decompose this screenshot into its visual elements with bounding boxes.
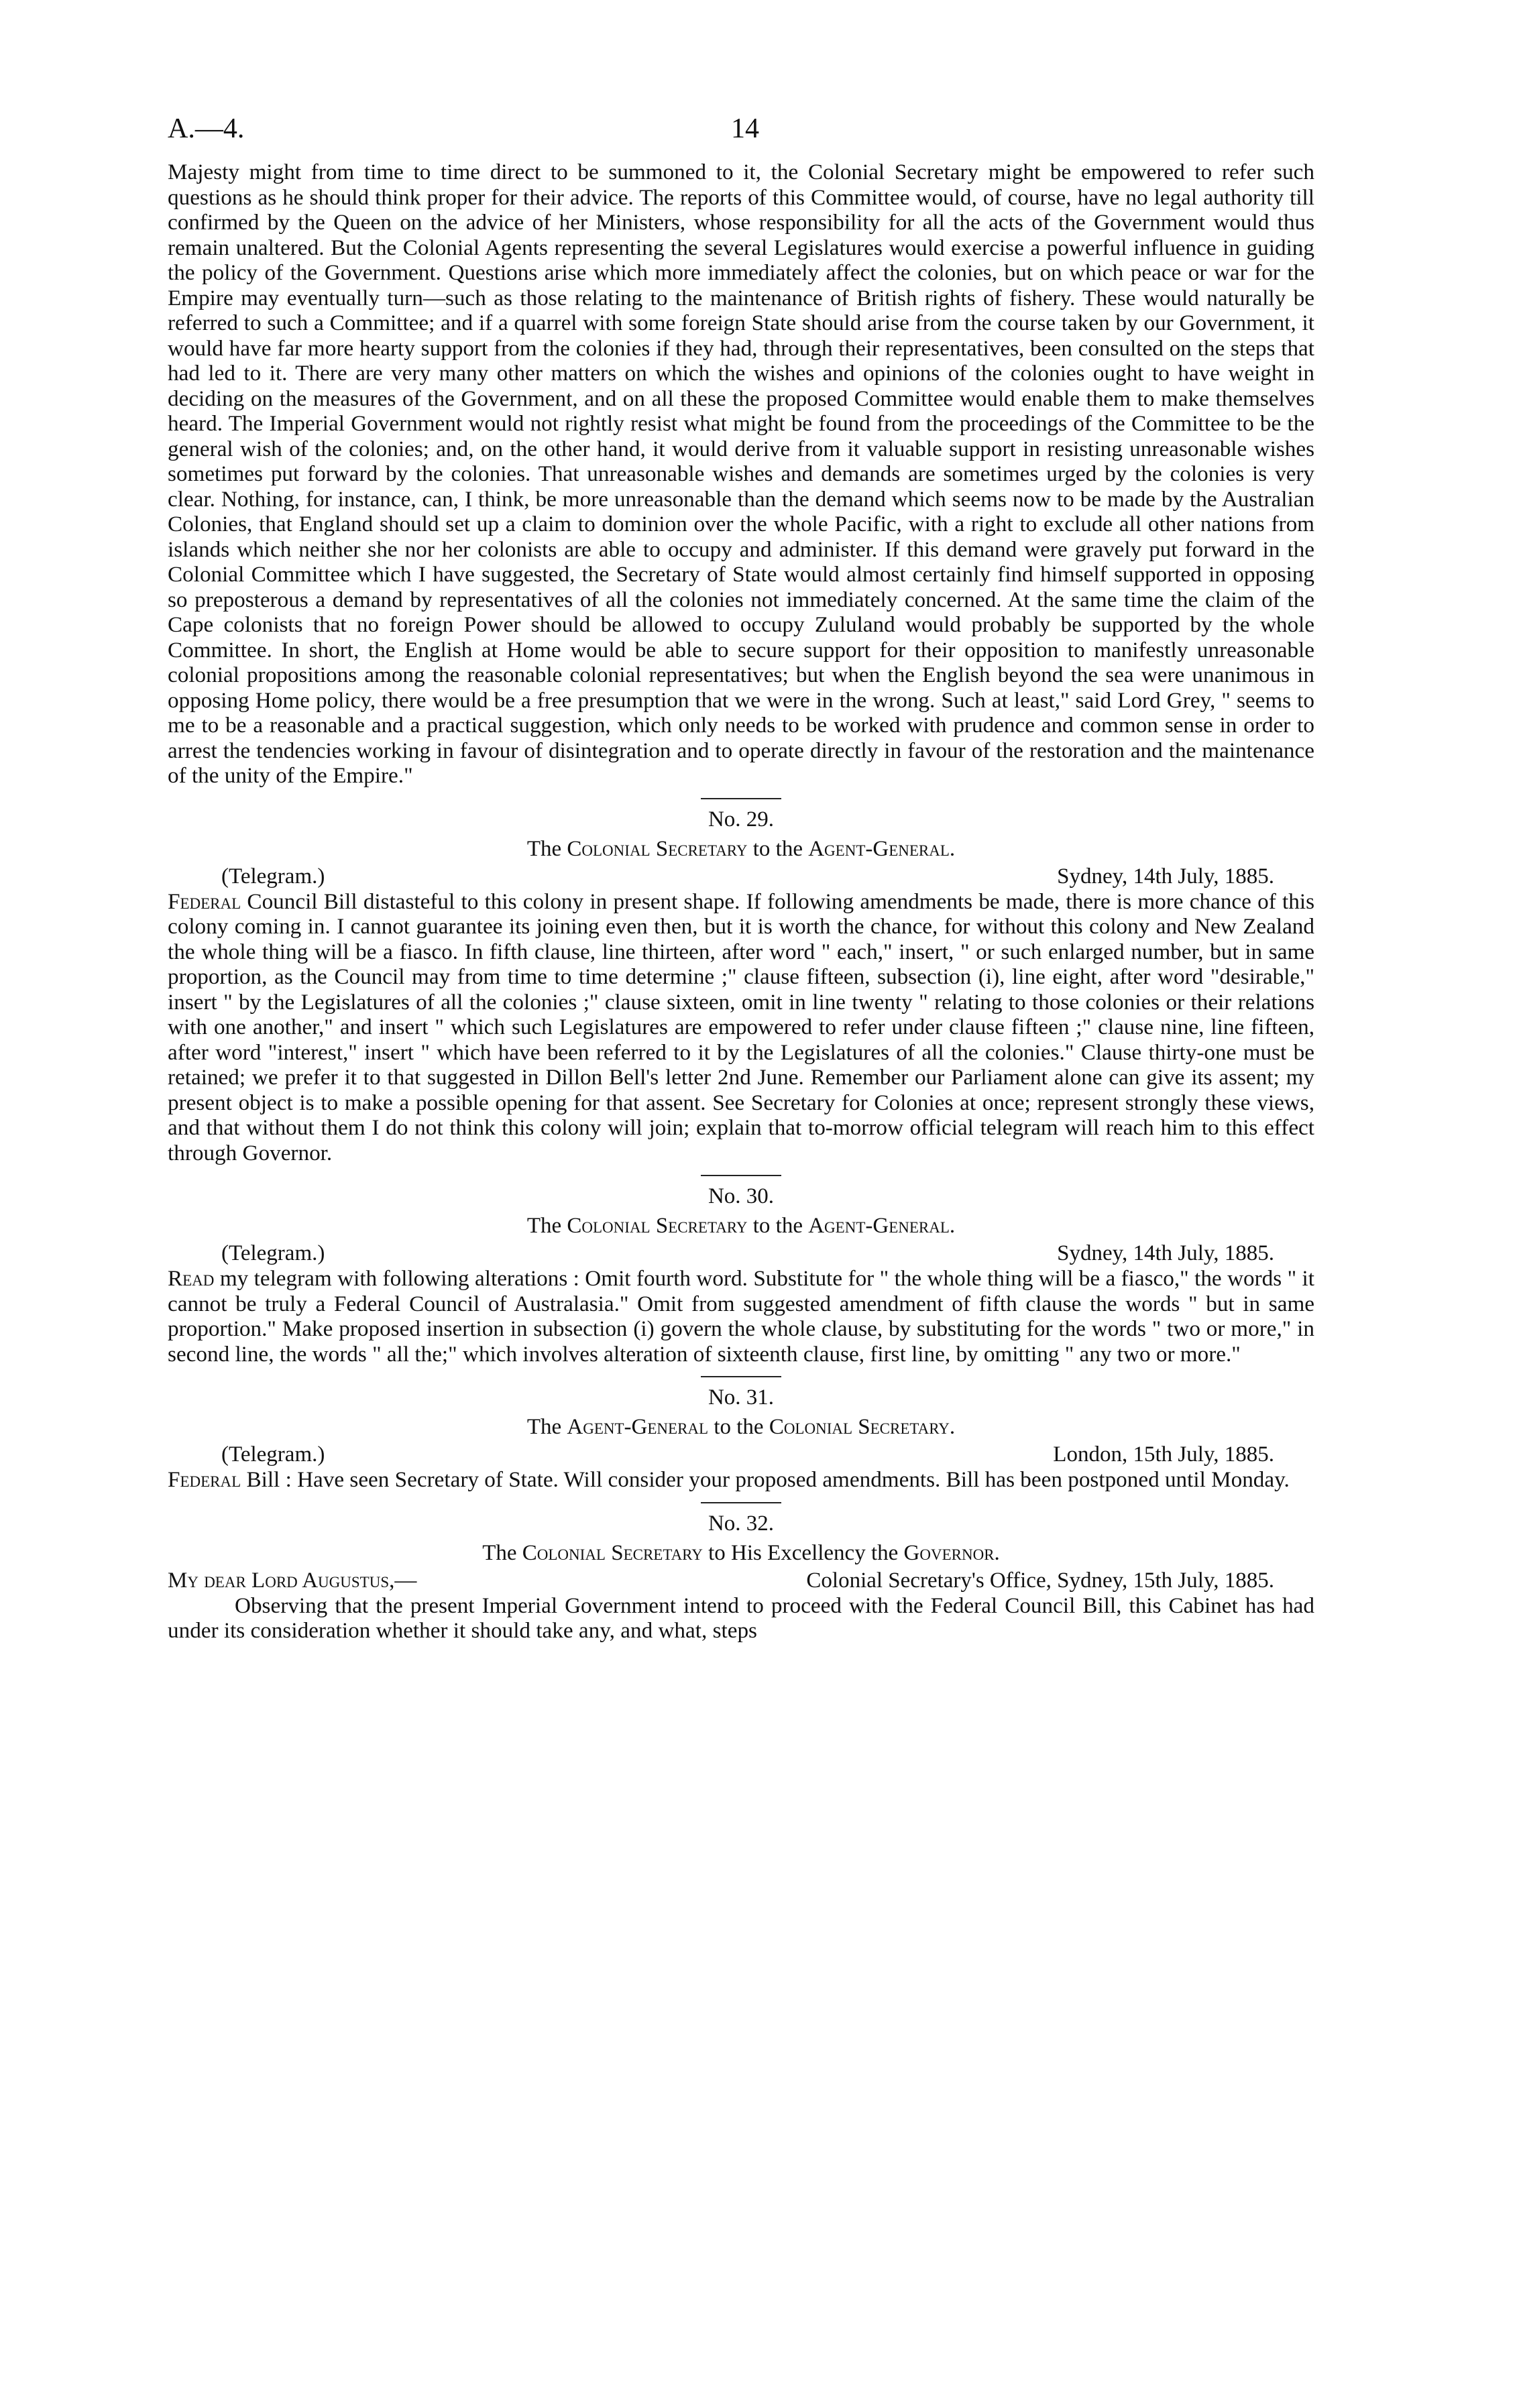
section-body: Federal Bill : Have seen Secretary of State. Will consider your proposed amendments. Bill has been postponed until Monday.: [168, 1467, 1290, 1492]
heading-recipient: Colonial Secretary: [769, 1415, 950, 1439]
dateline: London, 15th July, 1885.: [1053, 1442, 1274, 1467]
section-body: Observing that the present Imperial Government intend to proceed with the Federal Council Bill, this Cabinet has had under its consideration whether it should take any, and what, steps: [168, 1593, 1314, 1643]
heading-recipient: Governor: [903, 1540, 995, 1565]
section-body: Federal Council Bill distasteful to this colony in present shape. If following amendments be made, there is more chance of this colony coming in. I cannot guarantee its joining even then, but it is worth the chance, for without this colony and New Zealand the whole thing will be a fiasco. In fifth clause, line thirteen, after word " each," insert, " or such enlarged number, but in same proportion, as the Council may from time to time determine ;" clause fifteen, subsection (i), line eight, after word "desirable," insert " by the Legislatures of all the colonies ;" clause sixteen, omit in line twenty " relating to those colonies or their relations with one another," and insert " which such Legislatures are empowered to refer under clause fifteen ;" clause nine, line fifteen, after word "interest," insert " which have been referred to it by the Legislatures of all the colonies." Clause thirty-one must be retained; we prefer it to that suggested in Dillon Bell's letter 2nd June. Remember our Parliament alone can give its assent; my present object is to make a possible opening for that assent. See Secretary for Colonies at once; represent strongly these views, and that without them I do not think this colony will join; explain that to-morrow official telegram will reach him to this effect through Governor.: [168, 888, 1314, 1165]
section-heading: The Colonial Secretary to His Excellency the Governor.: [482, 1540, 1000, 1565]
section-number: No. 32.: [708, 1511, 775, 1536]
heading-sender: Colonial Secretary: [567, 1214, 748, 1238]
heading-sender: Agent-General: [567, 1415, 709, 1439]
section-meta: [168, 1568, 1314, 1593]
page-number: 14: [731, 113, 759, 144]
document-page: [168, 113, 1314, 1644]
section-heading: The Agent-General to the Colonial Secretary.: [526, 1415, 956, 1439]
section-number: No. 30.: [708, 1184, 775, 1208]
salutation: My dear Lord Augustus,—: [168, 1568, 417, 1593]
section-meta: [168, 1241, 1314, 1266]
section-31: [168, 1376, 1314, 1493]
section-divider: [701, 1376, 781, 1377]
section-30: [168, 1175, 1314, 1367]
section-body: Read my telegram with following alterations : Omit fourth word. Substitute for " the whole thing will be a fiasco," the words " it cannot be truly a Federal Council of Australasia." Omit from suggested amendment of fifth clause the words " but in same proportion." Make proposed insertion in subsection (i) govern the whole clause, by substituting for the words " two or more," in second line, the words " all the;" which involves alteration of sixteenth clause, first line, by omitting " any two or more.": [168, 1266, 1314, 1367]
heading-sender: Colonial Secretary: [522, 1540, 703, 1565]
section-number: No. 31.: [708, 1385, 775, 1410]
section-meta: [168, 864, 1314, 889]
dateline: Sydney, 14th July, 1885.: [1057, 864, 1274, 888]
section-32: [168, 1502, 1314, 1644]
lead-word: Read: [168, 1266, 215, 1291]
section-divider: [701, 1175, 781, 1176]
section-divider: [701, 798, 781, 799]
intro-paragraph: Majesty might from time to time direct to be summoned to it, the Colonial Secretary might be empowered to refer such questions as he should think proper for their advice. The reports of this Committee would, of course, have no legal authority till confirmed by the Queen on the advice of her Ministers, whose responsibility for all the acts of the Government would thus remain unaltered. But the Colonial Agents representing the several Legislatures would exercise a powerful influence in guiding the policy of the Government. Questions arise which more immediately affect the colonies, but on which peace or war for the Empire may eventually turn—such as those relating to the maintenance of British rights of fishery. These would naturally be referred to such a Committee; and if a quarrel with some foreign State should arise from the course taken by our Government, it would have far more hearty support from the colonies if they had, through their representatives, been consulted on the steps that had led to it. There are very many other matters on which the wishes and opinions of the colonies ought to have weight in deciding on the measures of the Government, and on all these the proposed Committee would enable them to make themselves heard. The Imperial Government would not rightly resist what might be found from the proceedings of the Committee to be the general wish of the colonies; and, on the other hand, it would derive from it valuable support in resisting unreasonable wishes sometimes put forward by the colonies. That unreasonable wishes and demands are sometimes urged by the colonies is very clear. Nothing, for instance, can, I think, be more unreasonable than the demand which seems now to be made by the Australian Colonies, that England should set up a claim to dominion over the whole Pacific, with a right to exclude all other nations from islands which neither she nor her colonists are able to occupy and administer. If this demand were gravely put forward in the Colonial Committee which I have suggested, the Secretary of State would almost certainly find himself supported in opposing so preposterous a demand by representatives of all the colonies not immediately concerned. At the same time the claim of the Cape colonists that no foreign Power should be allowed to occupy Zululand would probably be supported by the whole Committee. In short, the English at Home would be able to secure support for their opposition to manifestly unreasonable colonial propositions among the reasonable colonial representatives; but when the English beyond the sea were unanimous in opposing Home policy, there would be a free presumption that we were in the wrong. Such at least," said Lord Grey, " seems to me to be a reasonable and a practical suggestion, which only needs to be worked with prudence and common sense in order to arrest the tendencies working in favour of disintegration and to operate directly in favour of the restoration and the maintenance of the unity of the Empire.": [168, 160, 1314, 788]
section-number: No. 29.: [708, 807, 775, 832]
section-divider: [701, 1502, 781, 1503]
heading-recipient: Agent-General: [808, 1214, 950, 1238]
heading-sender: Colonial Secretary: [567, 836, 748, 861]
telegram-label: (Telegram.): [221, 1442, 325, 1467]
telegram-label: (Telegram.): [221, 864, 325, 888]
dateline: Colonial Secretary's Office, Sydney, 15th July, 1885.: [806, 1568, 1274, 1593]
section-heading: The Colonial Secretary to the Agent-General.: [526, 1214, 956, 1238]
lead-word: Federal: [168, 888, 241, 914]
running-header: [168, 113, 1314, 160]
document-reference: A.—4.: [168, 113, 245, 144]
dateline: Sydney, 14th July, 1885.: [1057, 1241, 1274, 1265]
section-meta: [168, 1442, 1314, 1467]
section-29: [168, 798, 1314, 1166]
telegram-label: (Telegram.): [221, 1241, 325, 1265]
heading-recipient: Agent-General: [808, 836, 950, 861]
lead-word: Federal: [168, 1467, 241, 1492]
section-heading: The Colonial Secretary to the Agent-General.: [526, 836, 956, 861]
